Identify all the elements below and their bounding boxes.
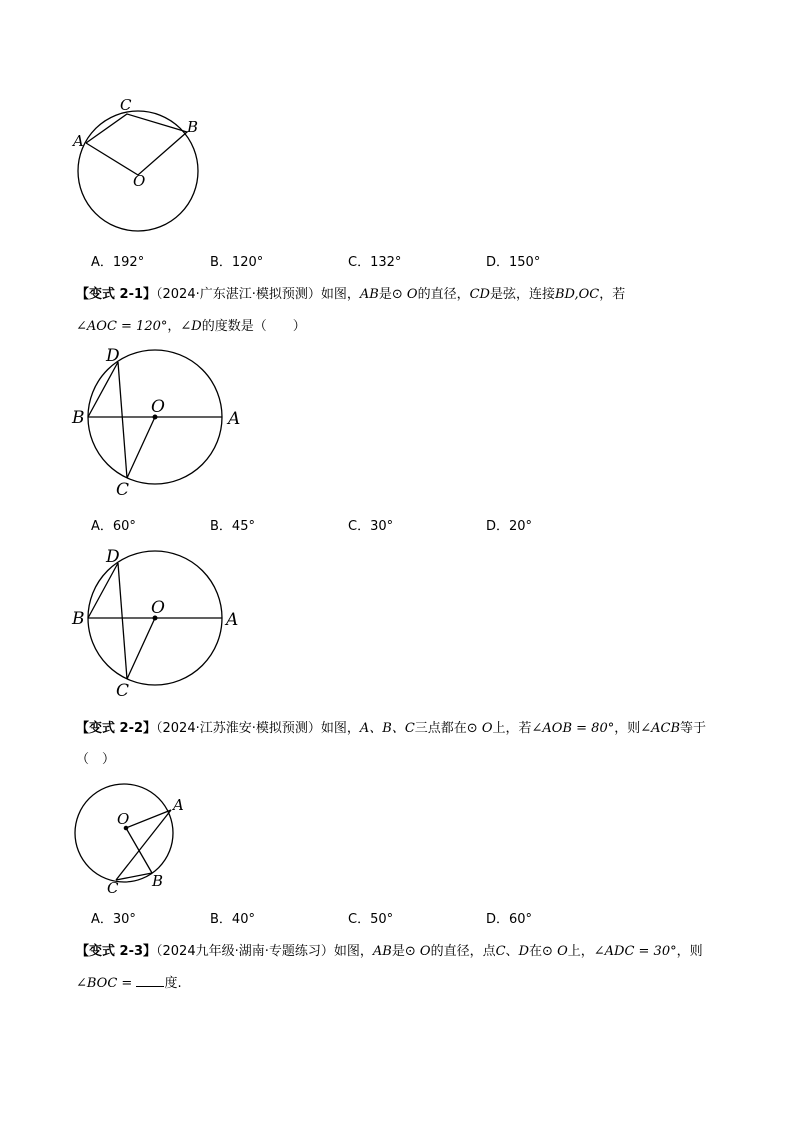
q23-source: （2024九年级·湖南·专题练习） [156,944,334,959]
q23-text: 如图， [333,944,373,959]
q23-text: 、 [505,944,519,959]
figure-circle-dboac [70,340,250,500]
q21-source: （2024·广东湛江·模拟预测） [156,287,321,302]
label-b: B [187,118,199,136]
q21-text: 如图， [320,287,360,302]
label-b: B [72,609,85,629]
q23-text: 是 [391,944,405,959]
q21-text: 的度数是（ ） [201,319,306,334]
q22-text: 等于 [680,721,707,736]
q22-line1 [76,717,706,736]
q21-line2 [76,315,306,334]
label-b: B [72,408,85,428]
q22-math-acb: ∠ACB [640,721,681,736]
figure-circle-acbo [70,95,210,240]
figure-circle-oacb [70,778,200,898]
label-c: C [120,96,132,114]
q1-option-c[interactable]: C．132° [348,255,402,270]
label-o: O [151,598,165,618]
q23-math-adc: ∠ADC = 30° [593,944,677,959]
circle-symbol-icon: ⊙ [542,944,553,959]
answer-blank[interactable] [136,974,164,987]
q23-math-ab: AB [372,944,392,959]
q23-math-o: O [419,944,431,959]
label-d: D [106,346,120,366]
q22-source: （2024·江苏淮安·模拟预测） [156,721,321,736]
q23-text: 上， [567,944,594,959]
q22-text: 如图， [320,721,360,736]
q21-math-angle-d: ∠D [180,319,202,334]
q21-option-d[interactable]: D．20° [486,519,533,534]
q21-option-b[interactable]: B．45° [210,519,255,534]
q23-line1 [76,940,703,959]
label-o: O [151,397,165,417]
q23-text: ，则 [676,944,703,959]
q21-math-ab: AB [359,287,379,302]
q21-option-c[interactable]: C．30° [348,519,394,534]
q23-math-boc: ∠BOC = [76,976,137,991]
label-a: A [173,796,184,814]
q21-tag: 【变式 2-1】 [76,287,157,302]
label-c: C [107,879,119,897]
q23-text: 的直径，点 [430,944,496,959]
radius-oc [127,417,155,478]
q23-text: 在 [529,944,543,959]
circle-symbol-icon: ⊙ [404,944,416,959]
q22-text: 三点都在 [414,721,467,736]
q22-option-a[interactable]: A．30° [91,912,136,927]
q1-option-b[interactable]: B．120° [210,255,264,270]
label-o: O [117,810,130,828]
q22-line2: （ ） [76,752,116,767]
label-a: A [73,132,84,150]
q21-math-aoc: ∠AOC = 120° [76,319,168,334]
circle-symbol-icon: ⊙ [466,721,478,736]
q1-option-a[interactable]: A．192° [91,255,145,270]
q21-text: 是 [378,287,392,302]
figure-circle-dboac-repeat [70,541,250,701]
circle-outline [75,784,173,882]
label-d: D [106,547,120,567]
chord-db [88,362,118,417]
q23-math-c: C [495,944,506,959]
q21-text: 的直径， [417,287,470,302]
label-a: A [226,610,239,630]
q21-math-bdoc: BD,OC [554,287,600,302]
q21-text: ，若 [599,287,626,302]
q22-option-c[interactable]: C．50° [348,912,394,927]
q22-text: 上，若 [492,721,532,736]
q21-option-a[interactable]: A．60° [91,519,136,534]
q1-option-d[interactable]: D．150° [486,255,541,270]
q22-math-aob: ∠AOB = 80° [531,721,615,736]
label-c: C [116,480,130,500]
q22-text: ，则 [614,721,641,736]
q22-option-b[interactable]: B．40° [210,912,255,927]
q21-text: 是弦，连接 [489,287,555,302]
chord-dc [118,362,127,478]
q22-math-o: O [481,721,493,736]
radius-oc [127,618,155,679]
q23-math-d: D [518,944,529,959]
label-c: C [116,681,130,701]
q21-text: ， [167,319,181,334]
label-o: O [133,172,146,190]
q22-tag: 【变式 2-2】 [76,721,157,736]
q23-line2 [76,972,182,991]
q23-text: 度. [164,976,182,991]
label-b: B [152,872,164,890]
q22-math-points: A、B、C [359,721,415,736]
label-a: A [228,409,241,429]
q23-tag: 【变式 2-3】 [76,944,157,959]
chord-db [88,563,118,618]
circle-symbol-icon: ⊙ [391,287,403,302]
q21-math-cd: CD [469,287,490,302]
q22-option-d[interactable]: D．60° [486,912,533,927]
q21-line1 [76,283,625,302]
q23-math-o: O [557,944,568,959]
chord-dc [118,563,127,679]
circle-outline [78,111,198,231]
q21-math-o: O [406,287,418,302]
